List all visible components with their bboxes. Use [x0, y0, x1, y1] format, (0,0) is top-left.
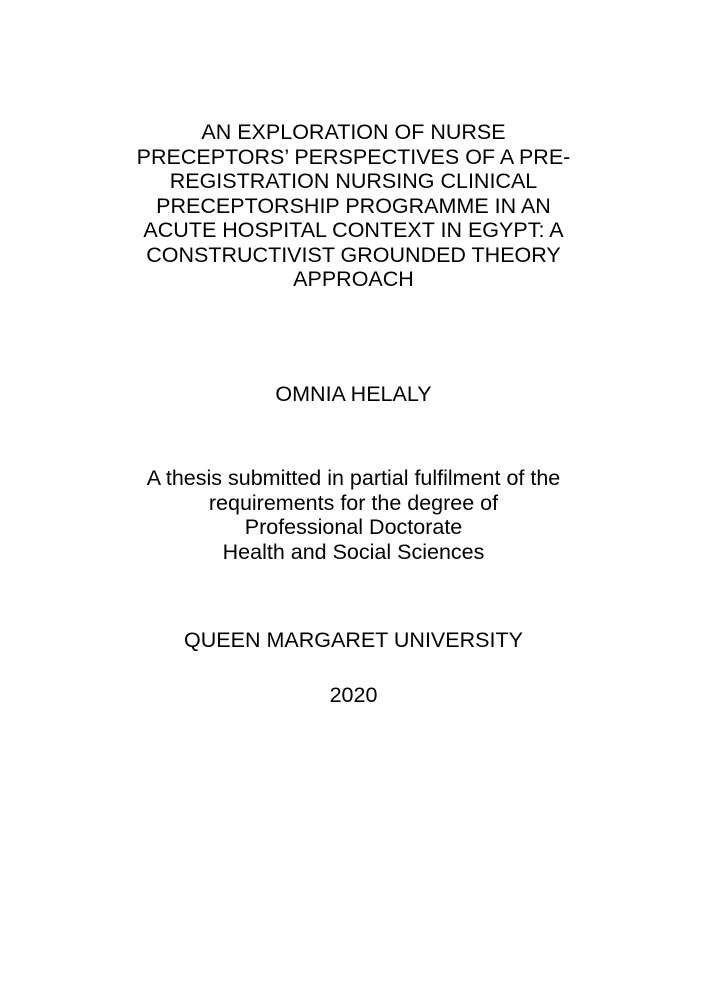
title-line: CONSTRUCTIVIST GROUNDED THEORY — [146, 242, 561, 267]
thesis-title — [0, 120, 707, 292]
title-line: ACUTE HOSPITAL CONTEXT IN EGYPT: A — [143, 218, 564, 242]
title-line: APPROACH — [293, 267, 414, 291]
submission-line: A thesis submitted in partial fulfilment of the — [146, 466, 561, 490]
submission-line: requirements for the degree of — [208, 490, 499, 515]
title-line: REGISTRATION NURSING CLINICAL — [169, 169, 538, 193]
submission-line: Health and Social Sciences — [222, 539, 485, 564]
submission-line: Professional Doctorate — [244, 515, 463, 539]
title-line: PRECEPTORS’ PERSPECTIVES OF A PRE- — [136, 144, 571, 169]
university-name: QUEEN MARGARET UNIVERSITY — [184, 628, 523, 652]
year: 2020 — [329, 683, 378, 707]
author-name: OMNIA HELALY — [275, 382, 432, 406]
title-line: PRECEPTORSHIP PROGRAMME IN AN — [156, 193, 551, 218]
submission-statement — [0, 466, 707, 564]
title-line: AN EXPLORATION OF NURSE — [201, 120, 506, 144]
